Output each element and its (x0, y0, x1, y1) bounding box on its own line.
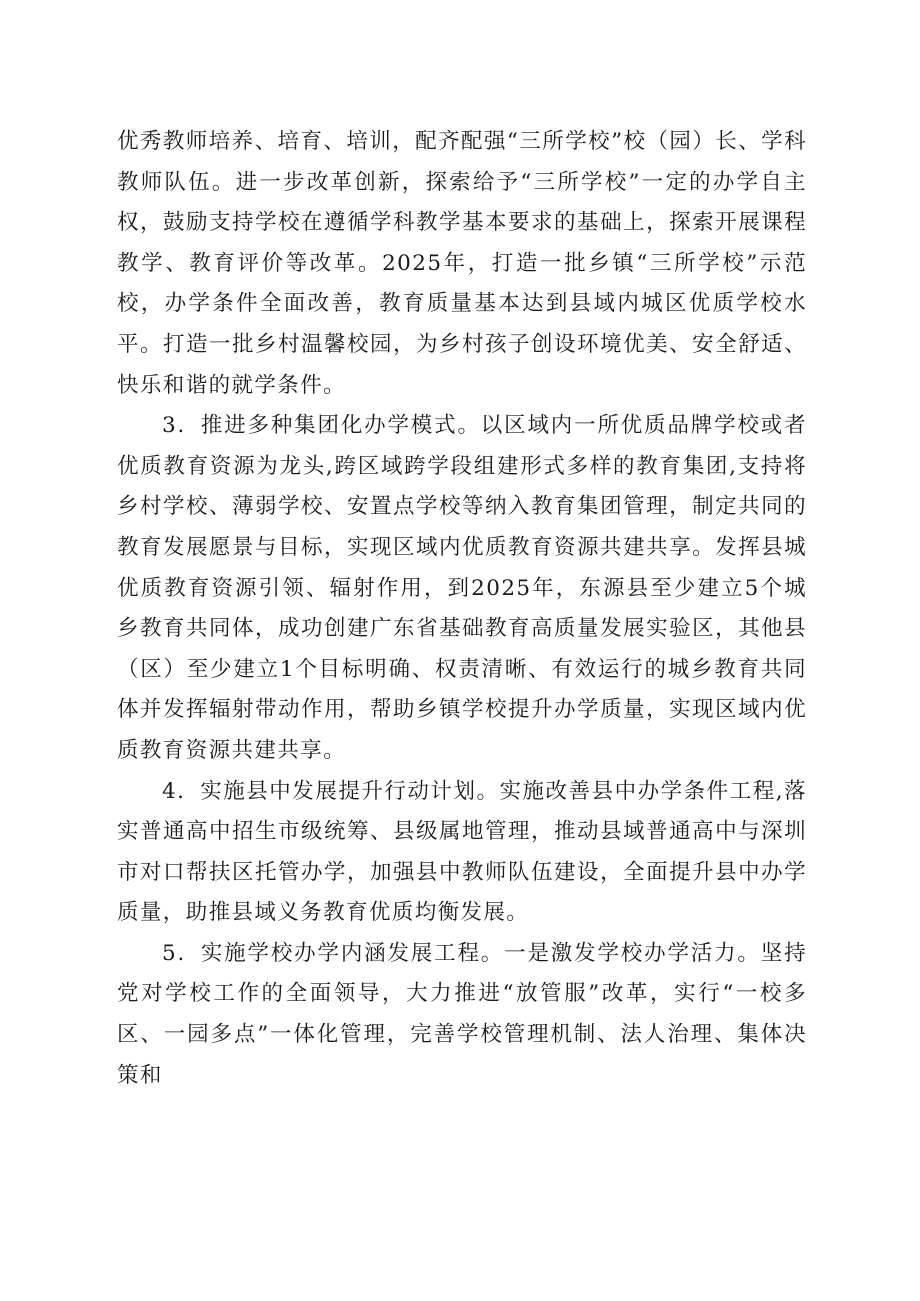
paragraph-item-5: 5．实施学校办学内涵发展工程。一是激发学校办学活力。坚持党对学校工作的全面领导，大力推进“放管服”改革，实行“一校多区、一园多点”一体化管理，完善学校管理机制、法人治理、集体决策和 (117, 940, 807, 1088)
paragraph-continuation: 优秀教师培养、培育、培训，配齐配强“三所学校”校（园）长、学科教师队伍。进一步改革创新，探索给予“三所学校”一定的办学自主权，鼓励支持学校在遵循学科教学基本要求的基础上，探索开展课程教学、教育评价等改革。2025年，打造一批乡镇“三所学校”示范校，办学条件全面改善，教育质量基本达到县域内城区优质学校水平。打造一批乡村温馨校园，为乡村孩子创设环境优美、安全舒适、快乐和谐的就学条件。 (117, 129, 807, 398)
paragraph-item-4: 4．实施县中发展提升行动计划。实施改善县中办学条件工程,落实普通高中招生市级统筹、县级属地管理，推动县域普通高中与深圳市对口帮扶区托管办学，加强县中教师队伍建设，全面提升县中办学质量，助推县域义务教育优质均衡发展。 (117, 778, 807, 926)
document-body (117, 122, 807, 1096)
paragraph-item-3: 3．推进多种集团化办学模式。以区域内一所优质品牌学校或者优质教育资源为龙头,跨区域跨学段组建形式多样的教育集团,支持将乡村学校、薄弱学校、安置点学校等纳入教育集团管理，制定共同的教育发展愿景与目标，实现区域内优质教育资源共建共享。发挥县城优质教育资源引领、辐射作用，到2025年，东源县至少建立5个城乡教育共同体，成功创建广东省基础教育高质量发展实验区，其他县（区）至少建立1个目标明确、权责清晰、有效运行的城乡教育共同体并发挥辐射带动作用，帮助乡镇学校提升办学质量，实现区域内优质教育资源共建共享。 (117, 413, 807, 763)
